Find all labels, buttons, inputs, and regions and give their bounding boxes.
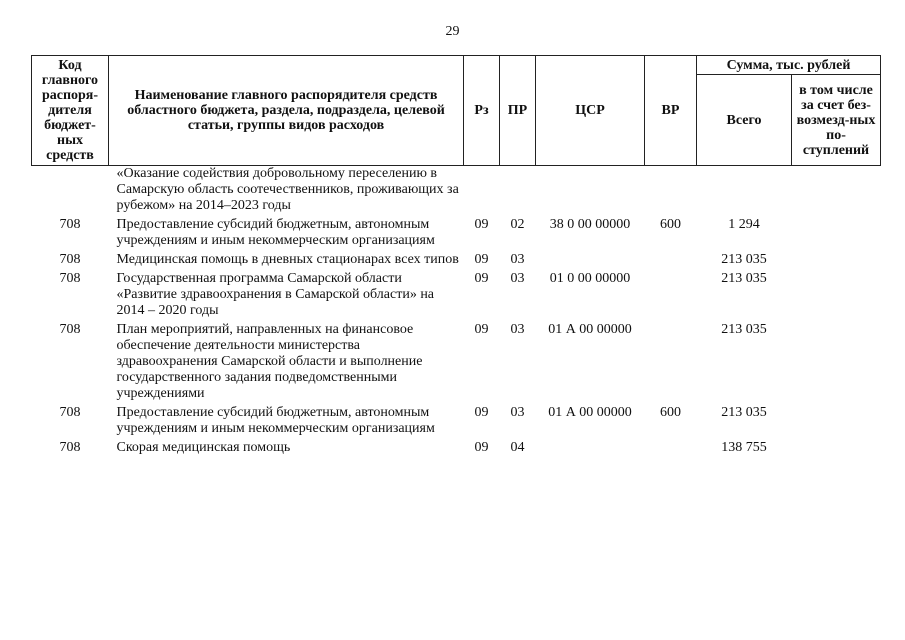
header-free: в том числе за счет без-возмезд-ных по-ступлений: [792, 75, 881, 166]
cell-csr: 01 0 00 00000: [549, 271, 631, 286]
page-number: 29: [445, 24, 460, 39]
cell-pr: 03: [510, 322, 525, 337]
cell-total: 213 035: [721, 271, 767, 286]
cell-name: План мероприятий, направленных на финансовое обеспечение деятельности министерства здравоохранения Самарской области и выполнение государственного задания подведомственными учреждениями: [116, 322, 423, 401]
header-code: Код главного распоря-дителя бюджет-ных средств: [32, 56, 109, 166]
cell-rz: 09: [474, 440, 489, 455]
header-rz: Рз: [464, 56, 500, 166]
cell-csr: 01 А 00 00000: [548, 405, 632, 420]
cell-csr: [536, 440, 645, 459]
cell-code: 708: [59, 252, 81, 267]
cell-csr: [536, 166, 645, 218]
cell-free: [792, 252, 881, 271]
table-row: [32, 405, 881, 440]
cell-vr: 600: [660, 405, 681, 420]
header-vr: ВР: [645, 56, 697, 166]
cell-code: 708: [59, 217, 81, 232]
cell-free: [792, 166, 881, 218]
cell-pr: 03: [510, 252, 525, 267]
table-row: [32, 322, 881, 405]
header-pr: ПР: [500, 56, 536, 166]
cell-rz: 09: [474, 252, 489, 267]
table-row: [32, 217, 881, 252]
cell-total: 138 755: [721, 440, 767, 455]
cell-rz: [464, 166, 500, 218]
cell-name: Предоставление субсидий бюджетным, автономным учреждениям и иным некоммерческим организациям: [116, 217, 435, 248]
cell-rz: 09: [474, 405, 489, 420]
cell-free: [792, 322, 881, 405]
table-row: [32, 252, 881, 271]
cell-code: 708: [59, 322, 81, 337]
cell-name: Скорая медицинская помощь: [116, 440, 291, 455]
cell-pr: 03: [510, 271, 525, 286]
cell-vr: [645, 271, 697, 322]
cell-csr: 01 А 00 00000: [548, 322, 632, 337]
cell-pr: 04: [510, 440, 525, 455]
cell-rz: 09: [474, 271, 489, 286]
cell-code: 708: [59, 440, 81, 455]
cell-total: [697, 166, 792, 218]
header-sum: Сумма, тыс. рублей: [697, 56, 881, 75]
cell-name: Медицинская помощь в дневных стационарах всех типов: [116, 252, 459, 267]
cell-free: [792, 440, 881, 459]
cell-rz: 09: [474, 217, 489, 232]
cell-name: Государственная программа Самарской области «Развитие здравоохранения в Самарской области» на 2014 – 2020 годы: [116, 271, 435, 318]
table-header: [32, 56, 881, 166]
table-row: [32, 440, 881, 459]
header-name: Наименование главного распорядителя средств областного бюджета, раздела, подраздела, целевой статьи, группы видов расходов: [109, 56, 464, 166]
cell-vr: 600: [660, 217, 681, 232]
table-row: [32, 166, 881, 218]
cell-pr: 02: [510, 217, 525, 232]
table-row: [32, 271, 881, 322]
cell-vr: [645, 252, 697, 271]
header-total: Всего: [697, 75, 792, 166]
cell-free: [792, 271, 881, 322]
cell-free: [792, 405, 881, 440]
cell-total: 1 294: [728, 217, 760, 232]
cell-vr: [645, 440, 697, 459]
cell-code: 708: [59, 271, 81, 286]
cell-total: 213 035: [721, 252, 767, 267]
cell-code: 708: [59, 405, 81, 420]
cell-total: 213 035: [721, 405, 767, 420]
cell-code: [32, 166, 109, 218]
budget-table: [31, 55, 881, 459]
cell-name: «Оказание содействия добровольному переселению в Самарскую область соотечественников, проживающих за рубежом» на 2014–2023 годы: [116, 166, 459, 213]
cell-free: [792, 217, 881, 252]
cell-rz: 09: [474, 322, 489, 337]
cell-csr: 38 0 00 00000: [549, 217, 631, 232]
cell-pr: [500, 166, 536, 218]
cell-vr: [645, 166, 697, 218]
cell-name: Предоставление субсидий бюджетным, автономным учреждениям и иным некоммерческим организациям: [116, 405, 435, 436]
table-body: [32, 166, 881, 460]
cell-vr: [645, 322, 697, 405]
cell-total: 213 035: [721, 322, 767, 337]
cell-csr: [536, 252, 645, 271]
cell-pr: 03: [510, 405, 525, 420]
header-csr: ЦСР: [536, 56, 645, 166]
